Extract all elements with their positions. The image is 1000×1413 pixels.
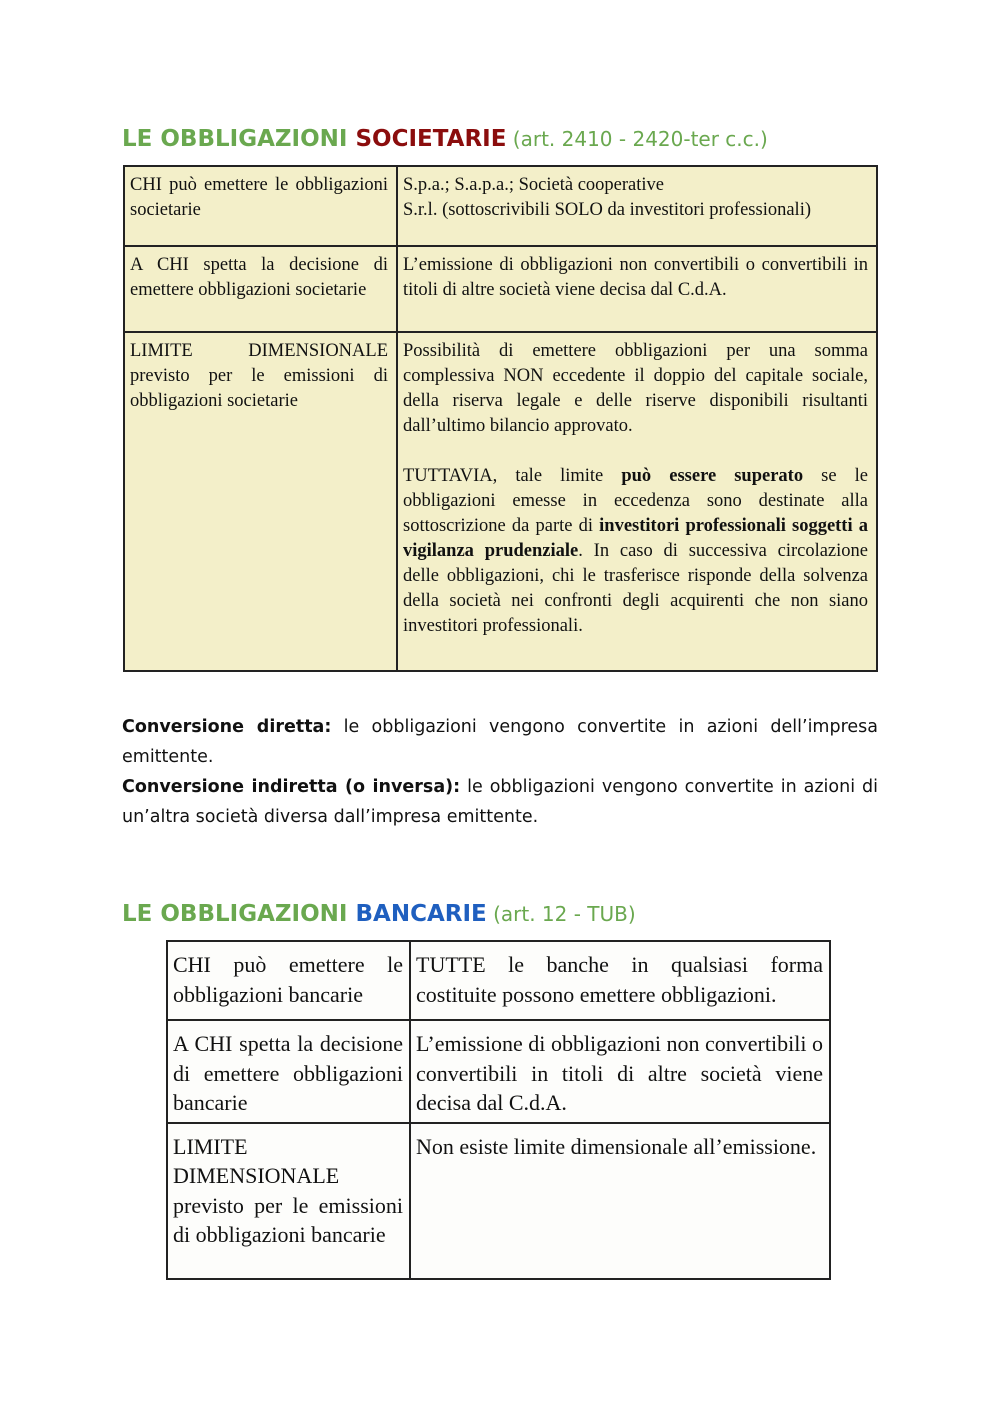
row-value-chi <box>397 166 877 246</box>
row-label-chi: CHI può emettere le obbligazioni societarie <box>124 166 397 246</box>
term-definition: le obbligazioni vengono convertite in azioni di un’altra società diversa dall’impresa emittente. <box>122 777 878 827</box>
text-run: TUTTAVIA, tale limite <box>403 466 622 486</box>
table-obbligazioni-bancarie <box>166 940 831 1280</box>
conversione-diretta <box>122 712 878 772</box>
heading-keyword: BANCARIE <box>355 901 487 927</box>
table-obbligazioni-societarie <box>123 165 878 672</box>
bold-run: può essere superato <box>621 466 804 486</box>
heading-lead: LE OBBLIGAZIONI <box>122 126 356 152</box>
table-row <box>167 1020 830 1123</box>
value-line: S.r.l. (sottoscrivibili SOLO da investitori professionali) <box>403 200 811 220</box>
table-row <box>124 246 877 332</box>
table-row <box>167 941 830 1020</box>
heading-keyword: SOCIETARIE <box>355 126 507 152</box>
heading-obbligazioni-societarie <box>122 126 768 152</box>
row-label-limite: LIMITE DIMENSIONALE previsto per le emissioni di obbligazioni bancarie <box>167 1123 410 1279</box>
bold-run: investitori professionali soggetti a vigilanza prudenziale <box>403 516 869 561</box>
row-label-a-chi: A CHI spetta la decisione di emettere obbligazioni bancarie <box>167 1020 410 1123</box>
term-label: Conversione diretta: <box>122 717 332 737</box>
row-value-chi: TUTTE le banche in qualsiasi forma costituite possono emettere obbligazioni. <box>410 941 830 1020</box>
table-row <box>124 166 877 246</box>
heading-lead: LE OBBLIGAZIONI <box>122 901 356 927</box>
paragraph-gap <box>403 439 868 464</box>
table-row <box>124 332 877 671</box>
term-definition: le obbligazioni vengono convertite in azioni dell’impresa emittente. <box>122 717 879 767</box>
row-value-a-chi: L’emissione di obbligazioni non convertibili o convertibili in titoli di altre società viene decisa dal C.d.A. <box>410 1020 830 1123</box>
value-paragraph <box>403 464 868 639</box>
row-value-limite <box>397 332 877 671</box>
heading-reference: (art. 2410 - 2420-ter c.c.) <box>506 127 768 151</box>
table-row <box>167 1123 830 1279</box>
conversione-indiretta <box>122 772 878 832</box>
row-value-limite: Non esiste limite dimensionale all’emissione. <box>410 1123 830 1279</box>
term-label: Conversione indiretta (o inversa): <box>122 777 461 797</box>
value-line: S.p.a.; S.a.p.a.; Società cooperative <box>403 175 664 195</box>
text-run: se le obbligazioni emesse in eccedenza sono destinate alla sottoscrizione da parte di <box>403 466 868 536</box>
row-label-limite: LIMITE DIMENSIONALE previsto per le emissioni di obbligazioni societarie <box>124 332 397 671</box>
value-paragraph: Possibilità di emettere obbligazioni per una somma complessiva NON eccedente il doppio del capitale sociale, della riserva legale e delle riserve disponibili risultanti dall’ultimo bilancio approvato. <box>403 341 868 436</box>
heading-reference: (art. 12 - TUB) <box>486 902 636 926</box>
row-label-chi: CHI può emettere le obbligazioni bancarie <box>167 941 410 1020</box>
text-run: . In caso di successiva circolazione delle obbligazioni, chi le trasferisce risponde della solvenza della società nei confronti degli acquirenti che non siano investitori professionali. <box>403 541 868 636</box>
heading-obbligazioni-bancarie <box>122 901 636 927</box>
row-value-a-chi: L’emissione di obbligazioni non convertibili o convertibili in titoli di altre società viene decisa dal C.d.A. <box>397 246 877 332</box>
row-label-a-chi: A CHI spetta la decisione di emettere obbligazioni societarie <box>124 246 397 332</box>
